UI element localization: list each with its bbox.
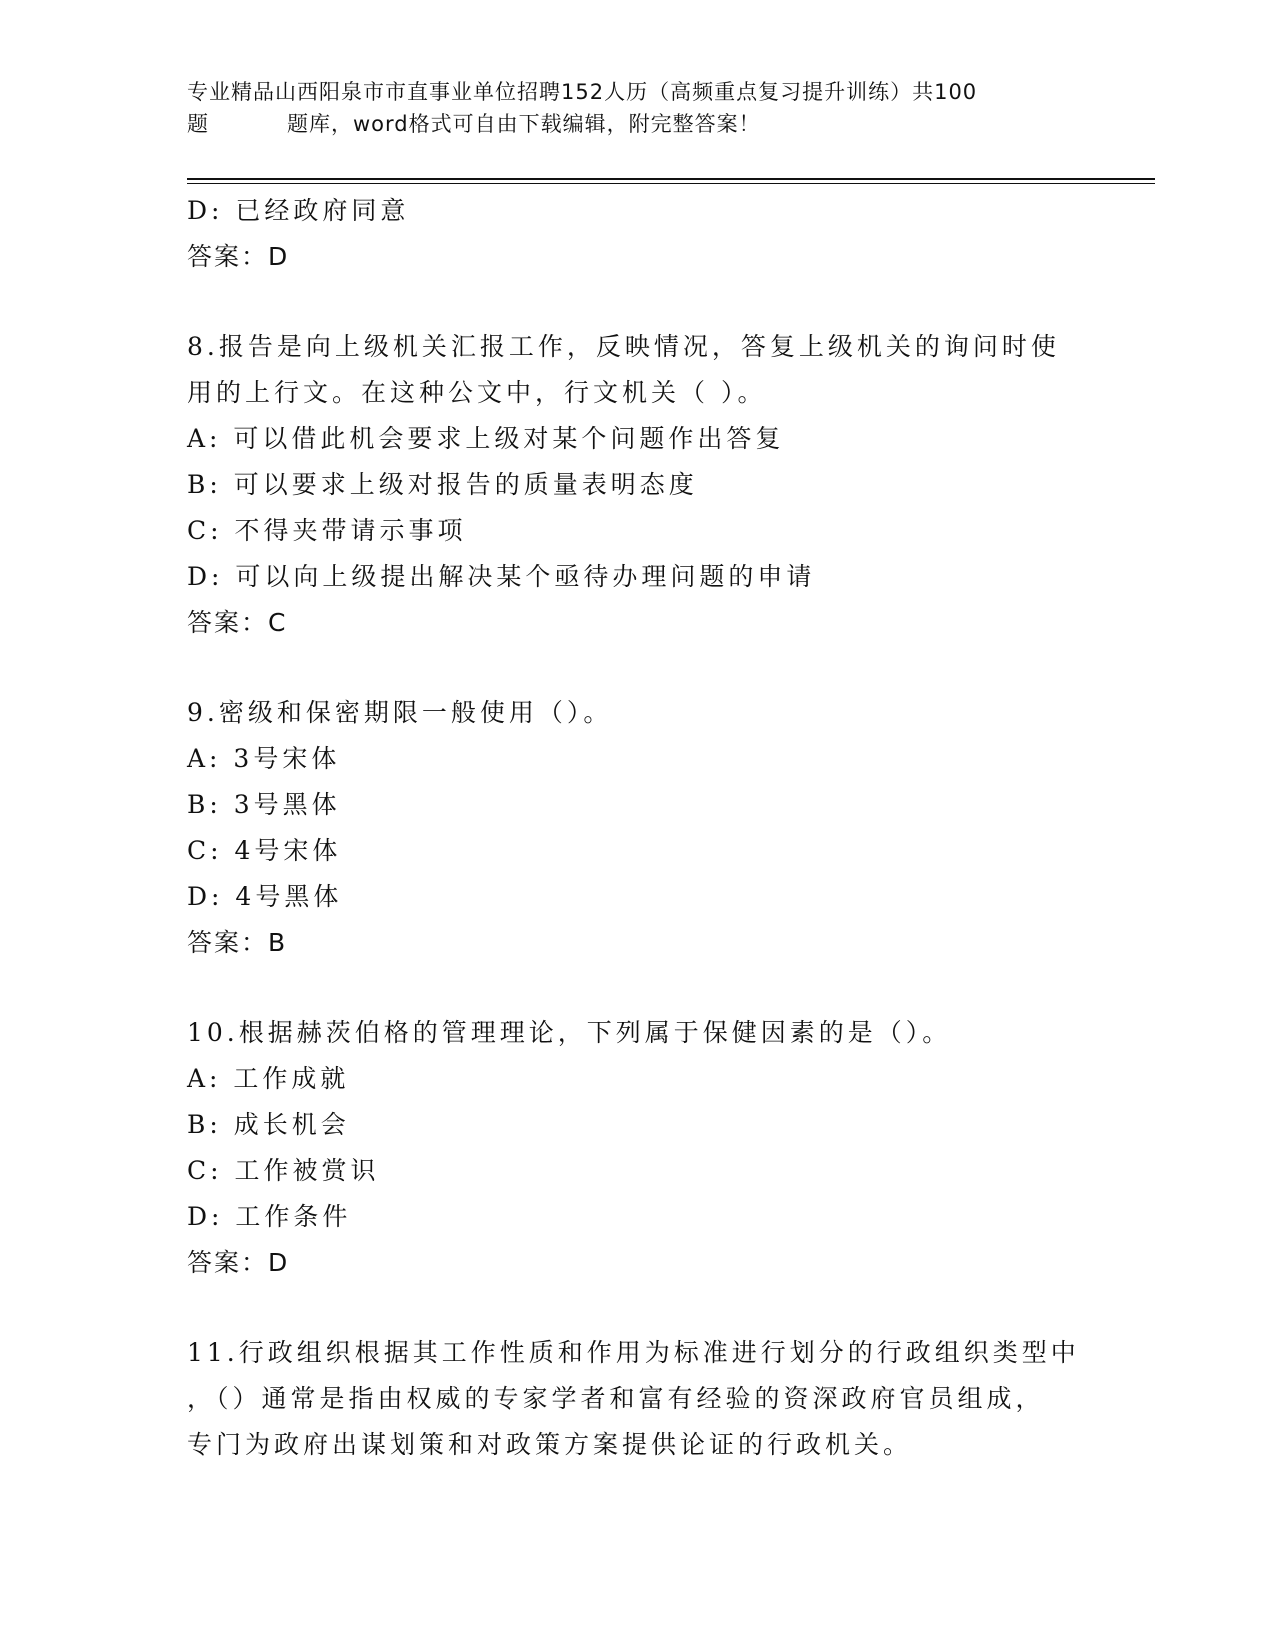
question-line: B: 可以要求上级对报告的质量表明态度: [187, 470, 698, 499]
question-line: 10.根据赫茨伯格的管理理论，下列属于保健因素的是（）。: [187, 1018, 952, 1047]
question-line: 8.报告是向上级机关汇报工作，反映情况，答复上级机关的询问时使: [187, 332, 1060, 361]
question-line: C: 4号宋体: [187, 836, 342, 865]
block-spacer: [187, 1286, 1087, 1330]
header-divider-thin: [187, 183, 1155, 184]
question-line: D: 4号黑体: [187, 882, 343, 911]
answer-line: 答案：D: [187, 1248, 290, 1277]
question-line: 专门为政府出谋划策和对政策方案提供论证的行政机关。: [187, 1430, 913, 1459]
question-line: 9.密级和保密期限一般使用（）。: [187, 698, 613, 727]
question-line: D: 已经政府同意: [187, 196, 410, 225]
header-divider-thick: [187, 178, 1155, 180]
question-block-q9: [187, 690, 1087, 966]
question-line: A: 可以借此机会要求上级对某个问题作出答复: [187, 424, 785, 453]
question-line: C: 不得夹带请示事项: [187, 516, 467, 545]
question-block-q7-tail: [187, 188, 1087, 280]
question-line: 用的上行文。在这种公文中，行文机关（ ）。: [187, 378, 767, 407]
page-header: [187, 76, 1087, 140]
question-list: [187, 188, 1087, 1468]
question-block-q10: [187, 1010, 1087, 1286]
question-line: D: 工作条件: [187, 1202, 352, 1231]
header-line-1: 专业精品山西阳泉市市直事业单位招聘152人历（高频重点复习提升训练）共100: [187, 80, 978, 104]
block-spacer: [187, 646, 1087, 690]
question-line: 11.行政组织根据其工作性质和作用为标准进行划分的行政组织类型中: [187, 1338, 1080, 1367]
header-line-2-text: 题库，word格式可自由下载编辑，附完整答案！: [287, 112, 761, 136]
question-line: B: 3号黑体: [187, 790, 341, 819]
answer-line: 答案：B: [187, 928, 288, 957]
answer-line: 答案：D: [187, 242, 290, 271]
header-line-2: [187, 108, 1087, 140]
question-line: B: 成长机会: [187, 1110, 350, 1139]
block-spacer: [187, 966, 1087, 1010]
question-block-q11: [187, 1330, 1087, 1468]
question-line: A: 工作成就: [187, 1064, 350, 1093]
question-line: D: 可以向上级提出解决某个亟待办理问题的申请: [187, 562, 816, 591]
answer-line: 答案：C: [187, 608, 288, 637]
question-line: ，（）通常是指由权威的专家学者和富有经验的资深政府官员组成，: [187, 1384, 1045, 1413]
question-line: C: 工作被赏识: [187, 1156, 380, 1185]
header-line-2-start: 题: [187, 112, 209, 136]
question-block-q8: [187, 324, 1087, 646]
block-spacer: [187, 280, 1087, 324]
question-line: A: 3号宋体: [187, 744, 341, 773]
